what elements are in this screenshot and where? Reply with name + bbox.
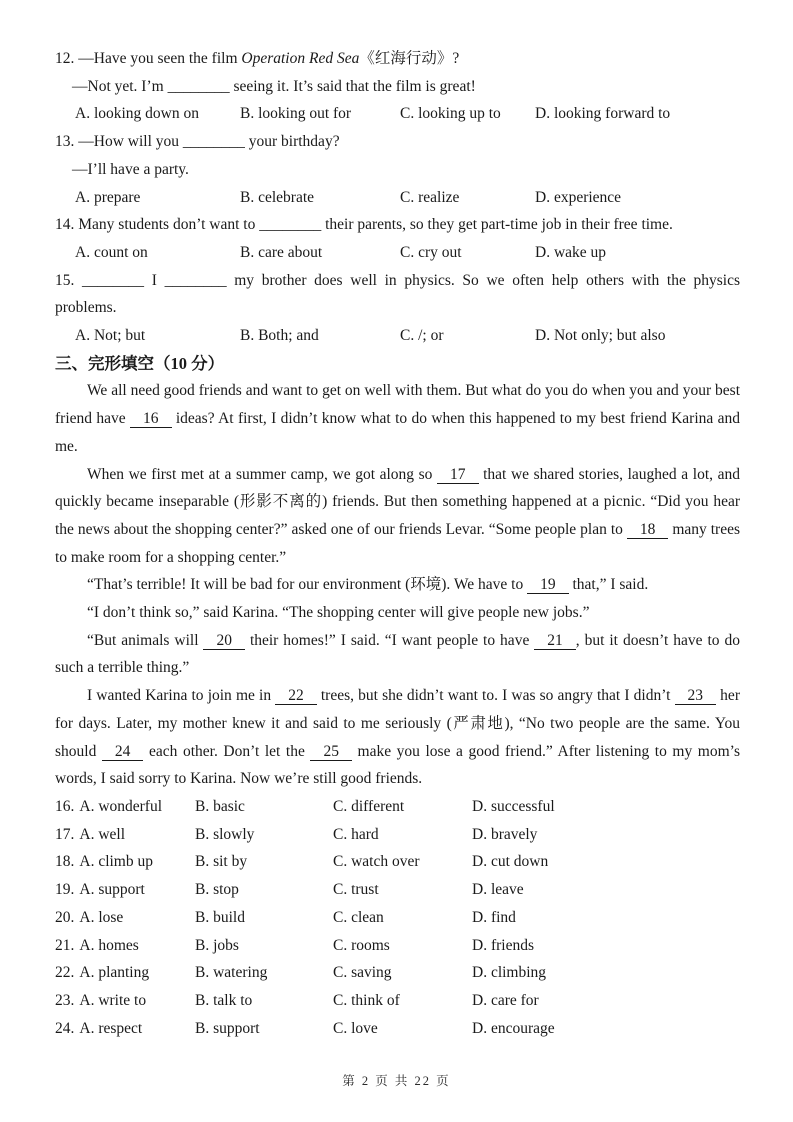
cloze-question-number: 20. [55, 908, 75, 926]
cloze-option-d: D. cut down [472, 853, 549, 871]
cloze-question-number: 16. [55, 797, 75, 815]
page-number-footer: 第 2 页 共 22 页 [342, 1074, 451, 1089]
question-12-option-b: B. looking out for [240, 105, 352, 123]
text-segment: I wanted Karina to join me in [87, 687, 276, 705]
cloze-question-number: 23. [55, 991, 75, 1009]
text-segment: 14. Many students don’t want to ________ their parents, so they get part-time job in their free time. [55, 216, 673, 234]
text-segment: her for days. Later, my mother knew it and said to me seriously (严肃地), “No two people are the same. You should [55, 687, 740, 760]
text-segment: many trees to make room for a shopping center.” [55, 520, 740, 566]
cloze-cell-a [55, 904, 195, 932]
cloze-blank-25: 25 [310, 743, 352, 761]
cloze-option-a: A. climb up [79, 853, 153, 871]
cloze-paragraph-2 [55, 461, 740, 572]
cloze-option-d: D. bravely [472, 825, 538, 843]
cloze-paragraph-1 [55, 377, 740, 460]
cloze-blank-19: 19 [527, 576, 569, 594]
question-12-options [55, 100, 740, 128]
cloze-cell-a [55, 932, 195, 960]
cloze-option-row [55, 848, 740, 876]
question-13-stem [55, 128, 740, 156]
text-segment: —Not yet. I’m ________ seeing it. It’s said that the film is great! [72, 77, 476, 95]
text-segment: 12. —Have you seen the film [55, 50, 242, 67]
cloze-blank-22: 22 [275, 687, 317, 705]
cloze-paragraph-6 [55, 682, 740, 793]
cloze-question-number: 17. [55, 825, 75, 843]
cloze-option-b: B. basic [195, 797, 245, 815]
question-13-option-c: C. realize [400, 188, 460, 206]
cloze-option-d: D. successful [472, 797, 555, 815]
cloze-option-d: D. care for [472, 991, 539, 1009]
cloze-blank-16: 16 [130, 410, 172, 428]
text-segment: We all need good friends and want to get on well with them. But what do you do when you and your best friend have [55, 382, 740, 428]
text-segment: “But animals will [87, 631, 204, 649]
text-segment: that,” I said. [568, 576, 649, 594]
cloze-option-row [55, 904, 740, 932]
cloze-option-b: B. build [195, 908, 245, 926]
question-14-option-b: B. care about [240, 243, 323, 261]
text-segment: ideas? At first, I didn’t know what to do when this happened to my best friend Karina and me. [55, 410, 740, 455]
question-14-options [55, 239, 740, 267]
cloze-paragraph-5 [55, 627, 740, 682]
cloze-options-grid [55, 793, 740, 1042]
question-12-option-d: D. looking forward to [535, 105, 671, 123]
question-14 [55, 211, 740, 266]
cloze-option-c: C. rooms [333, 936, 390, 954]
text-segment: “That’s terrible! It will be bad for our environment (环境). We have to [87, 576, 528, 594]
cloze-option-b: B. sit by [195, 853, 248, 871]
cloze-option-b: B. talk to [195, 991, 253, 1009]
cloze-question-number: 21. [55, 936, 75, 954]
text-segment: trees, but she didn’t want to. I was so angry that I didn’t [316, 687, 675, 705]
text-segment: 《红海行动》? [359, 50, 460, 67]
cloze-option-c: C. watch over [333, 853, 420, 871]
cloze-blank-24: 24 [102, 743, 144, 761]
cloze-option-c: C. saving [333, 964, 392, 982]
cloze-option-d: D. encourage [472, 1019, 555, 1037]
cloze-option-a: A. write to [79, 991, 147, 1009]
text-segment: that we shared stories, laughed a lot, and quickly became inseparable (形影不离的) friends. But then something happened at a picnic. “Did you hear the news about the shopping center?” asked one of our friends Levar. “Some people plan to [55, 465, 740, 538]
cloze-blank-18: 18 [627, 521, 669, 539]
cloze-option-a: A. homes [79, 936, 139, 954]
cloze-option-c: C. hard [333, 825, 379, 843]
question-15-option-d: D. Not only; but also [535, 327, 666, 345]
cloze-paragraph-4 [55, 599, 740, 627]
question-14-option-a: A. count on [75, 243, 148, 261]
text-segment: each other. Don’t let the [143, 742, 311, 760]
text-segment: When we first met at a summer camp, we got along so [87, 465, 438, 483]
film-title: Operation Red Sea [241, 50, 360, 67]
text-segment: , but it doesn’t have to do such a terrible thing.” [55, 631, 740, 677]
cloze-question-number: 18. [55, 853, 75, 871]
cloze-question-number: 24. [55, 1019, 75, 1037]
cloze-option-c: C. love [333, 1019, 378, 1037]
cloze-option-c: C. different [333, 797, 405, 815]
question-13-option-a: A. prepare [75, 188, 141, 206]
question-15-options [55, 322, 740, 350]
cloze-option-row [55, 876, 740, 904]
question-14-stem [55, 211, 740, 239]
cloze-option-c: C. think of [333, 991, 400, 1009]
cloze-question-number: 22. [55, 964, 75, 982]
question-12-stem [55, 45, 740, 73]
cloze-cell-a [55, 876, 195, 904]
cloze-blank-20: 20 [203, 632, 245, 650]
cloze-option-row [55, 959, 740, 987]
cloze-option-d: D. friends [472, 936, 534, 954]
cloze-option-a: A. planting [79, 964, 150, 982]
cloze-cell-a [55, 959, 195, 987]
cloze-option-b: B. jobs [195, 936, 239, 954]
question-13-reply [55, 156, 740, 184]
text-segment: “I don’t think so,” said Karina. “The shopping center will give people new jobs.” [87, 604, 590, 622]
cloze-option-row [55, 793, 740, 821]
cloze-option-c: C. trust [333, 881, 379, 899]
text-segment: make you lose a good friend.” After listening to my mom’s words, I said sorry to Karina. Now we’re still good friends. [55, 742, 740, 788]
question-15 [55, 267, 740, 350]
cloze-option-d: D. leave [472, 881, 524, 899]
text-segment: their homes!” I said. “I want people to have [244, 631, 535, 649]
cloze-cell-a [55, 987, 195, 1015]
cloze-option-a: A. support [79, 881, 145, 899]
question-12-option-a: A. looking down on [75, 105, 199, 123]
cloze-question-number: 19. [55, 881, 75, 899]
cloze-option-b: B. stop [195, 881, 239, 899]
question-12 [55, 45, 740, 128]
cloze-option-d: D. find [472, 908, 516, 926]
cloze-cell-a [55, 848, 195, 876]
cloze-option-row [55, 821, 740, 849]
question-15-option-b: B. Both; and [240, 327, 319, 345]
cloze-cell-a [55, 793, 195, 821]
question-13-option-b: B. celebrate [240, 188, 315, 206]
question-14-option-d: D. wake up [535, 243, 607, 261]
cloze-option-b: B. watering [195, 964, 268, 982]
cloze-option-b: B. support [195, 1019, 260, 1037]
cloze-option-row [55, 987, 740, 1015]
cloze-cell-a [55, 1015, 195, 1043]
question-14-option-c: C. cry out [400, 243, 462, 261]
question-13-option-d: D. experience [535, 188, 622, 206]
text-segment: 13. —How will you ________ your birthday? [55, 133, 340, 151]
cloze-option-a: A. lose [79, 908, 124, 926]
question-12-option-c: C. looking up to [400, 105, 501, 123]
cloze-section-heading: 三、完形填空（10 分） [55, 353, 225, 373]
text-segment: 15. ________ I ________ my brother does well in physics. So we often help others with the physics problems. [55, 271, 740, 317]
text-segment: —I’ll have a party. [72, 160, 189, 178]
question-15-option-a: A. Not; but [75, 327, 146, 345]
cloze-blank-21: 21 [534, 632, 576, 650]
cloze-option-c: C. clean [333, 908, 384, 926]
question-13 [55, 128, 740, 211]
cloze-option-row [55, 1015, 740, 1043]
cloze-option-a: A. respect [79, 1019, 143, 1037]
cloze-blank-17: 17 [437, 466, 479, 484]
question-15-stem [55, 267, 740, 322]
cloze-option-row [55, 932, 740, 960]
cloze-option-a: A. well [79, 825, 126, 843]
cloze-option-a: A. wonderful [79, 797, 163, 815]
cloze-cell-a [55, 821, 195, 849]
cloze-blank-23: 23 [675, 687, 717, 705]
question-13-options [55, 184, 740, 212]
cloze-option-d: D. climbing [472, 964, 547, 982]
cloze-paragraph-3 [55, 571, 740, 599]
question-15-option-c: C. /; or [400, 327, 444, 345]
cloze-option-b: B. slowly [195, 825, 255, 843]
question-12-reply [55, 73, 740, 101]
